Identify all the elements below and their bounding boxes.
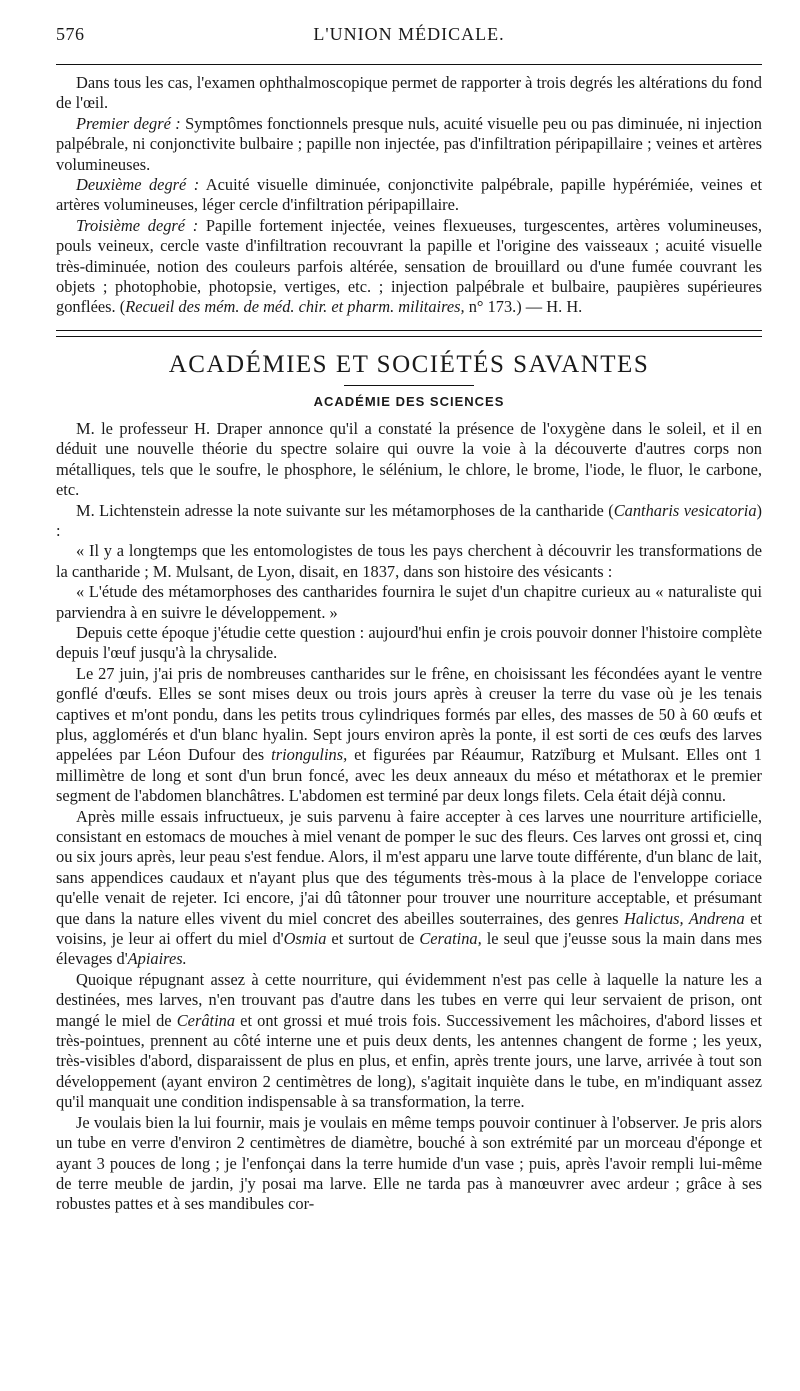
paragraph-lichtenstein — [56, 501, 762, 542]
paragraph-nourishment — [56, 807, 762, 970]
paragraph-study-text: Depuis cette époque j'étudie cette question : aujourd'hui enfin je crois pouvoir donner l'histoire complète depuis l'œuf jusqu'à la chrysalide. — [56, 622, 762, 663]
paragraph-quote-intro-text: « Il y a longtemps que les entomologistes de tous les pays cherchent à découvrir les transformations de la cantharide ; M. Mulsant, de Lyon, disait, en 1837, dans son histoire des vésicants : — [56, 541, 762, 581]
journal-title: L'UNION MÉDICALE. — [313, 24, 505, 44]
section-short-rule — [344, 385, 474, 386]
paragraph-june-text: Le 27 juin, j'ai pris de nombreuses cantharides sur le frêne, en choisissant les fécondées ayant le ventre gonflé d'œufs. Elles se sont mises deux ou trois jours après à creuser la terre du vase où je les tenais captives et m'ont pondu, dans les petits trous cylindriques formés par elles, des masses de 50 à 60 œufs et plus, agglomérés et d'un blanc hyalin. Sept jours environ après la ponte, il est sorti de ces œufs des larves appelées par Léon Dufour des — [56, 663, 762, 765]
ophthalmology-article — [56, 73, 762, 318]
genus-osmia: Osmia — [283, 929, 327, 949]
paragraph-nourishment-mid1: et voisins, je leur ai offert du miel d' — [56, 908, 762, 949]
paragraph-lichtenstein-text: M. Lichtenstein adresse la note suivante sur les métamorphoses de la cantharide ( — [76, 500, 614, 520]
paragraph-nourishment-mid2: et surtout de — [326, 929, 420, 949]
third-degree-paragraph — [56, 216, 762, 318]
paragraph-june-end: et figurées par Réaumur, Ratzïburg et Mulsant. Elles ont 1 millimètre de long et sont d'un brun foncé, avec les deux anneaux du méso et métathorax et le premier segment de l'abdomen blanchâtres. L'abdomen est terminé par deux longs filets. Cela était déjà connu. — [56, 745, 762, 806]
genus-halictus-andrena: Halictus, Andrena — [623, 908, 745, 928]
paragraph-lichtenstein-end: ) : — [56, 500, 762, 540]
first-degree-label: Premier degré : — [76, 113, 181, 133]
intro-text: Dans tous les cas, l'examen ophthalmoscopique permet de rapporter à trois degrés les altérations du fond de l'œil. — [56, 73, 762, 113]
section-separator — [56, 330, 762, 337]
first-degree-text: Symptômes fonctionnels presque nuls, acuité visuelle peu ou pas diminuée, ni injection palpébrale, ni conjonctivite bulbaire ; papille non injectée, pas d'infiltration péripapillaire ; veines et artères volumineuses. — [56, 113, 762, 174]
running-head — [56, 20, 762, 50]
page-number: 576 — [56, 24, 85, 44]
header-rule — [56, 64, 762, 65]
first-degree-paragraph — [56, 114, 762, 175]
third-degree-text: Papille fortement injectée, veines flexueuses, turgescentes, artères volumineuses, pouls veineux, cercle vaste d'infiltration recouvrant la papille et l'origine des vaisseaux ; acuité visuelle très-diminuée, notion des couleurs parfois altérée, sensation de brouillard ou d'une fumée couvrant les objets ; photophobie, photopsie, vertiges, etc. ; injection palpébrale et bulbaire, paupières supérieures gonflées. ( — [56, 215, 762, 317]
academy-article — [56, 419, 762, 1215]
paragraph-nourishment-mid3: le seul que j'eusse sous la main dans mes élevages d' — [56, 929, 762, 969]
paragraph-tube-text: Je voulais bien la lui fournir, mais je voulais en même temps pouvoir continuer à l'observer. Je pris alors un tube en verre d'environ 2 centimètres de diamètre, bouché à son extrémité par un morceau d'éponge et ayant 3 pouces de long ; je l'enfonçai dans la terre humide d'un vase ; puis, après l'avoir rempli lui-même de terre meuble de jardin, j'y posai ma larve. Elle ne tarda pas à manœuvrer avec ardeur ; grâce à ses robustes pattes et à ses mandibules cor- — [56, 1112, 762, 1214]
subsection-title: ACADÉMIE DES SCIENCES — [313, 393, 505, 409]
species-name: Cantharis vesicatoria — [613, 500, 757, 520]
paragraph-study — [56, 623, 762, 664]
second-degree-paragraph — [56, 175, 762, 216]
third-degree-label: Troisième degré : — [76, 215, 199, 235]
paragraph-tube — [56, 1113, 762, 1215]
triongulins-term: triongulins, — [271, 745, 348, 765]
paragraph-quote-text: « L'étude des métamorphoses des cantharides fournira le sujet d'un chapitre curieux au « naturaliste qui parviendra à en suivre le développement. » — [56, 582, 762, 622]
section-title: ACADÉMIES ET SOCIÉTÉS SAVANTES — [168, 350, 650, 378]
second-degree-label: Deuxième degré : — [76, 175, 200, 195]
genus-ceratina: Ceratina, — [419, 929, 482, 949]
genus-ceratina-2: Cerâtina — [176, 1010, 236, 1030]
term-apiaires: Apiaires. — [127, 949, 187, 969]
third-degree-end: n° 173.) — H. H. — [464, 297, 583, 317]
paragraph-draper — [56, 419, 762, 501]
paragraph-june — [56, 664, 762, 807]
third-degree-reference: Recueil des mém. de méd. chir. et pharm. militaires, — [125, 297, 465, 317]
paragraph-growth-text: Quoique répugnant assez à cette nourriture, qui évidemment n'est pas celle à laquelle la nature les a destinées, mes larves, n'en trouvant pas d'autre dans les tubes en verre qui leur servaient de prison, ont mangé le miel de — [56, 969, 762, 1030]
paragraph-quote-intro — [56, 541, 762, 582]
paragraph-nourishment-text: Après mille essais infructueux, je suis parvenu à faire accepter à ces larves une nourriture artificielle, consistant en estomacs de mouches à miel venant de pomper le suc des fleurs. Ces larves ont grossi et, cinq ou six jours après, leur peau s'est fendue. Alors, il m'est apparu une larve toute différente, d'un blanc de lait, sans appendices caudaux et n'ayant plus que des téguments très-mous à la place de l'enveloppe coriace qu'elle venait de rejeter. Ici encore, j'ai dû tâtonner pour trouver une nourriture acceptable, et présumant que dans la nature elles vivent du miel concret des abeilles souterraines, des genres — [56, 806, 762, 928]
paragraph-draper-text: M. le professeur H. Draper annonce qu'il a constaté la présence de l'oxygène dans le soleil, et il en déduit une nouvelle théorie du spectre solaire qui ouvre la voie à la découverte d'autres corps non métalliques, tels que le soufre, le phosphore, le sélénium, le chlore, le brome, l'iode, le fluor, le carbone, etc. — [56, 418, 762, 500]
paragraph-quote — [56, 582, 762, 623]
paragraph-growth — [56, 970, 762, 1113]
intro-paragraph — [56, 73, 762, 114]
paragraph-growth-end: et ont grossi et mué trois fois. Successivement les mâchoires, d'abord lisses et très-pointues, prennent au côté interne une et puis deux dents, les antennes changent de forme ; les yeux, très-visibles d'abord, disparaissent de plus en plus, et enfin, après trente jours, une larve, arrivée à tout son développement (ayant environ 2 centimètres de long), s'agitait inquiète dans le tube, en m'indiquant assez qu'il manquait une condition indispensable à sa transformation, la terre. — [56, 1010, 762, 1112]
second-degree-text: Acuité visuelle diminuée, conjonctivite palpébrale, papille hypérémiée, veines et artères volumineuses, léger cercle d'infiltration péripapillaire. — [56, 175, 762, 215]
